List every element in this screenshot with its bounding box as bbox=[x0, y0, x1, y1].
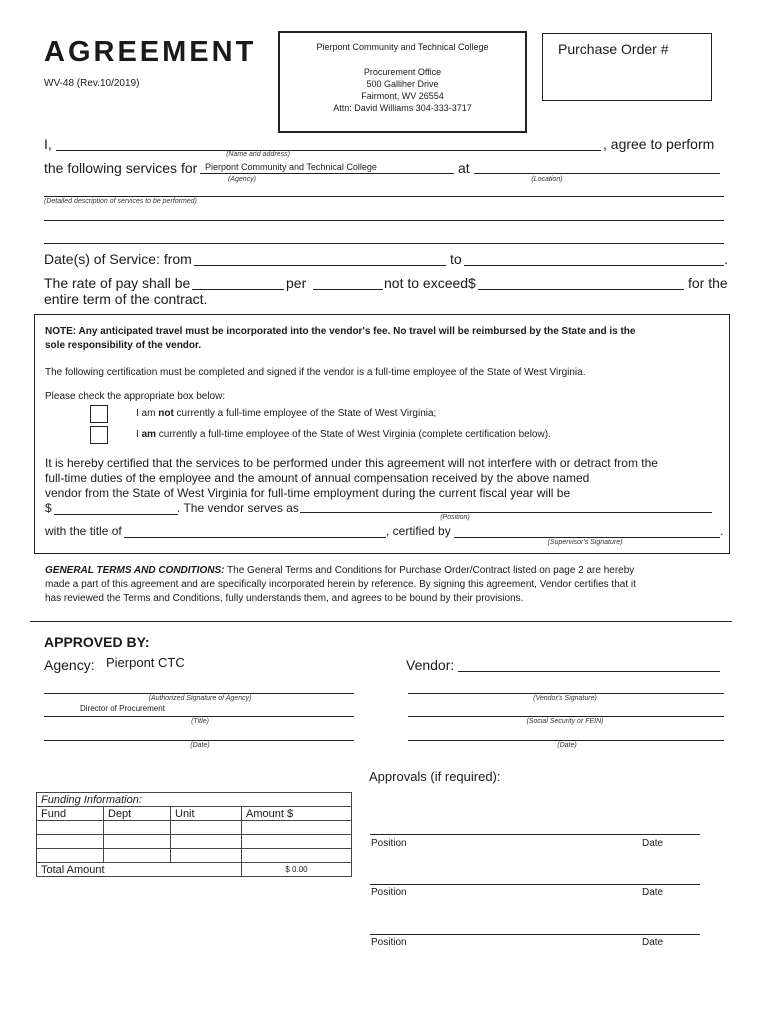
agency-name: Pierpont CTC bbox=[106, 655, 185, 670]
agency-date-line[interactable] bbox=[44, 740, 354, 741]
section-divider bbox=[30, 621, 732, 622]
rate-of-pay-label: The rate of pay shall be bbox=[44, 275, 191, 291]
at-label: at bbox=[458, 160, 470, 176]
supervisor-caption: (Supervisor's Signature) bbox=[547, 539, 623, 546]
certification-text-line-3: vendor from the State of West Virginia for full-time employment during the current fiscal year will be bbox=[45, 486, 571, 500]
funding-heading: Funding Information: bbox=[37, 793, 352, 807]
agree-to-perform: , agree to perform bbox=[603, 136, 715, 152]
location-caption: (Location) bbox=[531, 176, 563, 183]
approved-by-heading: APPROVED BY: bbox=[44, 634, 150, 650]
date-to-line[interactable] bbox=[464, 265, 724, 266]
travel-note-line-2: sole responsibility of the vendor. bbox=[45, 340, 202, 351]
not-state-employee-label bbox=[136, 408, 436, 419]
rate-line[interactable] bbox=[192, 289, 284, 290]
total-amount-value: $ 0.00 bbox=[242, 863, 352, 877]
option2-bold: am bbox=[141, 429, 157, 440]
dates-of-service-label: Date(s) of Service: from bbox=[44, 251, 192, 267]
funding-total-row bbox=[37, 863, 352, 877]
fund-cell[interactable] bbox=[37, 849, 104, 863]
not-to-exceed-line[interactable] bbox=[478, 289, 684, 290]
approval-date-label-1: Date bbox=[642, 838, 664, 849]
option2-post: currently a full-time employee of the State of West Virginia (complete certification below). bbox=[156, 429, 551, 440]
not-to-exceed-label: not to exceed$ bbox=[384, 275, 476, 291]
column-unit: Unit bbox=[171, 807, 242, 821]
supervisor-signature-line[interactable] bbox=[454, 537, 720, 538]
agency-date-caption: (Date) bbox=[190, 742, 210, 749]
location-line[interactable] bbox=[474, 173, 720, 174]
general-terms-line-2: made a part of this agreement and are specifically incorporated herein by reference. By signing this agreement, Vendor certifies that it bbox=[45, 579, 636, 590]
funding-row[interactable] bbox=[37, 821, 352, 835]
entire-term-label: entire term of the contract. bbox=[44, 291, 208, 307]
attention-line: Attn: David Williams 304-333-3717 bbox=[333, 103, 472, 113]
i-label: I, bbox=[44, 136, 52, 152]
not-state-employee-checkbox[interactable] bbox=[90, 405, 108, 423]
compensation-dollar: $ bbox=[45, 501, 52, 515]
check-prompt: Please check the appropriate box below: bbox=[45, 391, 226, 402]
fund-cell[interactable] bbox=[37, 835, 104, 849]
general-terms-line-1 bbox=[45, 565, 634, 576]
name-address-caption: (Name and address) bbox=[226, 151, 290, 158]
general-terms-line-3: has reviewed the Terms and Conditions, fully understands them, and agrees to be bound by their provisions. bbox=[45, 593, 524, 604]
vendor-label: Vendor: bbox=[406, 657, 455, 673]
vendor-date-caption: (Date) bbox=[557, 742, 577, 749]
option1-pre: I am bbox=[136, 408, 159, 419]
agency-line[interactable] bbox=[200, 173, 454, 174]
fund-cell[interactable] bbox=[37, 821, 104, 835]
college-address-box bbox=[278, 31, 527, 133]
approval-position-label-1: Position bbox=[371, 838, 407, 849]
column-dept: Dept bbox=[104, 807, 171, 821]
description-line-1[interactable] bbox=[44, 196, 724, 197]
description-line-2[interactable] bbox=[44, 220, 724, 221]
general-terms-heading: GENERAL TERMS AND CONDITIONS: bbox=[45, 565, 225, 576]
name-address-line[interactable] bbox=[56, 150, 601, 151]
certified-by-label: , certified by bbox=[386, 524, 451, 538]
column-fund: Fund bbox=[37, 807, 104, 821]
per-label: per bbox=[286, 275, 307, 291]
agency-caption: (Agency) bbox=[227, 176, 256, 183]
vendor-fein-line[interactable] bbox=[408, 716, 724, 717]
certification-text-line-2: full-time duties of the employee and the amount of annual compensation received by the above named bbox=[45, 471, 590, 485]
approval-date-label-3: Date bbox=[642, 937, 664, 948]
state-employee-checkbox[interactable] bbox=[90, 426, 108, 444]
unit-cell[interactable] bbox=[171, 821, 242, 835]
approval-position-label-2: Position bbox=[371, 887, 407, 898]
vendor-date-line[interactable] bbox=[408, 740, 724, 741]
date-from-line[interactable] bbox=[194, 265, 446, 266]
form-number: WV-48 (Rev.10/2019) bbox=[44, 78, 140, 89]
vendor-name-line[interactable] bbox=[458, 671, 720, 672]
funding-column-row bbox=[37, 807, 352, 821]
approval-signature-line-3[interactable] bbox=[370, 934, 700, 935]
dept-cell[interactable] bbox=[104, 835, 171, 849]
approval-date-label-2: Date bbox=[642, 887, 664, 898]
certified-end-dot: . bbox=[720, 524, 724, 538]
unit-cell[interactable] bbox=[171, 849, 242, 863]
vendor-signature-line[interactable] bbox=[408, 693, 724, 694]
purchase-order-box[interactable] bbox=[542, 33, 712, 101]
funding-heading-row bbox=[37, 793, 352, 807]
agency-title-line[interactable] bbox=[44, 716, 354, 717]
option1-post: currently a full-time employee of the State of West Virginia; bbox=[173, 408, 437, 419]
per-unit-line[interactable] bbox=[313, 289, 383, 290]
position-line[interactable] bbox=[300, 512, 712, 513]
title-line[interactable] bbox=[124, 537, 386, 538]
general-terms-text: The General Terms and Conditions for Purchase Order/Contract listed on page 2 are hereby bbox=[224, 565, 635, 576]
vendor-serves-label: . The vendor serves as bbox=[177, 501, 299, 515]
vendor-fein-caption: (Social Security or FEIN) bbox=[526, 718, 604, 725]
position-caption: (Position) bbox=[440, 514, 470, 521]
funding-row[interactable] bbox=[37, 835, 352, 849]
approval-signature-line-1[interactable] bbox=[370, 834, 700, 835]
to-label: to bbox=[450, 251, 462, 267]
with-title-label: with the title of bbox=[45, 524, 122, 538]
city-address: Fairmont, WV 26554 bbox=[361, 91, 444, 101]
for-the-label: for the bbox=[688, 275, 728, 291]
dept-cell[interactable] bbox=[104, 821, 171, 835]
amount-cell[interactable] bbox=[242, 849, 352, 863]
approval-position-label-3: Position bbox=[371, 937, 407, 948]
amount-cell[interactable] bbox=[242, 835, 352, 849]
vendor-signature-caption: (Vendor's Signature) bbox=[533, 695, 597, 702]
form-title: AGREEMENT bbox=[44, 36, 257, 68]
total-amount-label: Total Amount bbox=[37, 863, 242, 877]
funding-row[interactable] bbox=[37, 849, 352, 863]
certification-instruction: The following certification must be completed and signed if the vendor is a full-time employee of the State of West Virginia. bbox=[45, 367, 586, 378]
approvals-heading: Approvals (if required): bbox=[369, 769, 501, 784]
dept-cell[interactable] bbox=[104, 849, 171, 863]
street-address: 500 Galliher Drive bbox=[366, 79, 439, 89]
funding-table bbox=[36, 792, 352, 877]
description-line-3[interactable] bbox=[44, 243, 724, 244]
travel-note: NOTE: Any anticipated travel must be incorporated into the vendor's fee. No travel will be reimbursed by the State and is the bbox=[45, 326, 636, 337]
description-caption: (Detailed description of services to be performed) bbox=[44, 198, 197, 205]
dates-end-dot: . bbox=[724, 251, 728, 267]
procurement-office: Procurement Office bbox=[363, 67, 442, 77]
option1-bold: not bbox=[158, 408, 174, 419]
agency-label: Agency: bbox=[44, 657, 95, 673]
state-employee-label bbox=[136, 429, 551, 440]
purchase-order-label: Purchase Order # bbox=[558, 41, 669, 57]
agency-signature-caption: (Authorized Signature of Agency) bbox=[148, 695, 252, 702]
college-name: Pierpont Community and Technical College bbox=[316, 42, 489, 52]
unit-cell[interactable] bbox=[171, 835, 242, 849]
agency-signature-line[interactable] bbox=[44, 693, 354, 694]
certification-text-line-1: It is hereby certified that the services to be performed under this agreement will not interfere with or detract from the bbox=[45, 456, 658, 470]
agency-title-caption: (Title) bbox=[191, 718, 209, 725]
agency-value: Pierpont Community and Technical College bbox=[205, 162, 377, 172]
services-for-label: the following services for bbox=[44, 160, 198, 176]
option2-pre: I bbox=[136, 429, 142, 440]
amount-cell[interactable] bbox=[242, 821, 352, 835]
compensation-line[interactable] bbox=[54, 514, 178, 515]
column-amount: Amount $ bbox=[242, 807, 352, 821]
approval-signature-line-2[interactable] bbox=[370, 884, 700, 885]
director-title: Director of Procurement bbox=[80, 704, 165, 713]
